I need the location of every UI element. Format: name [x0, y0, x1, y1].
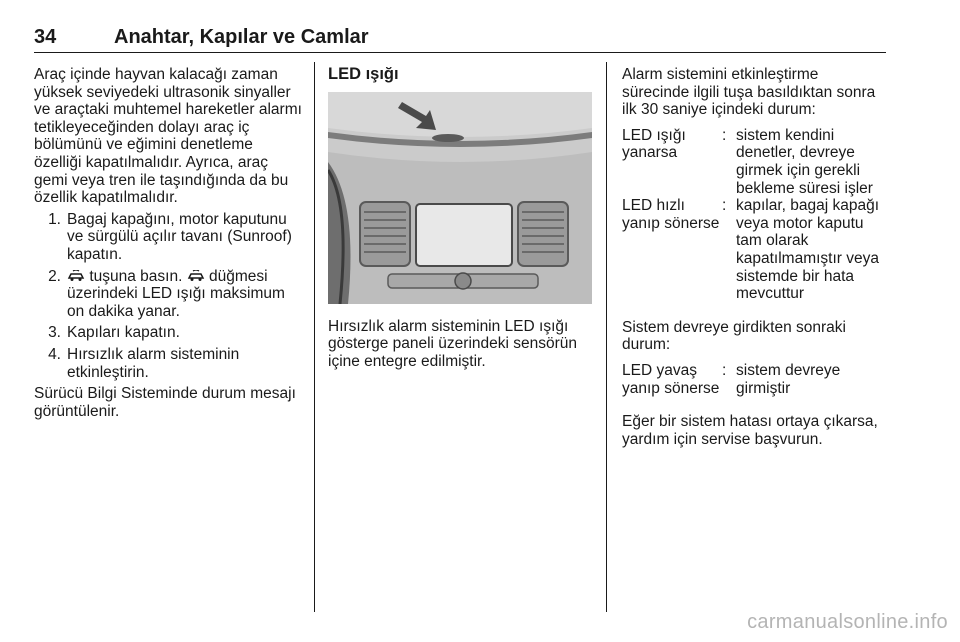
status-row: [622, 127, 888, 197]
status-value: sistem devreye girmiştir: [736, 361, 841, 397]
step-item: [34, 268, 302, 321]
column-left: [34, 66, 302, 420]
chapter-title: Anahtar, Kapılar ve Camlar: [114, 26, 369, 48]
status-key: LED hızlı yanıp sönerse: [622, 197, 720, 232]
status-separator: :: [722, 197, 727, 215]
status-intro: Alarm sistemini etkinleştirme sürecinde ilgili tuşa basıldıktan sonra ilk 30 saniye içindeki durum:: [622, 66, 876, 119]
step-text: [67, 268, 302, 321]
step-text: Kapıları kapatın.: [67, 324, 180, 342]
step-number: 2.: [48, 267, 61, 285]
dashboard-drawing: [328, 92, 592, 304]
step-text-part: düğmesi üzerindeki LED ışığı maksimum on dakika yanar.: [67, 267, 285, 320]
status-middle: Sistem devreye girdikten sonraki durum:: [622, 318, 846, 354]
status-row: [622, 197, 888, 303]
status-row: [622, 362, 888, 397]
step-item: [34, 346, 302, 381]
dashboard-led-illustration: [328, 92, 592, 304]
car-alarm-icon: [187, 270, 205, 282]
column-divider-left: [314, 62, 315, 612]
step-number: 1.: [48, 210, 61, 228]
status-closing: Eğer bir sistem hatası ortaya çıkarsa, yardım için servise başvurun.: [622, 413, 878, 448]
intro-paragraph: Araç içinde hayvan kalacağı zaman yüksek seviyedeki ultrasonik sinyaller ve araçtaki muhtemel hareketler alarmı tetikleyeceğinden dolayı araç iç bölümünü ve eğimini denetleme özelliği kapatılmalıdır. Ayrıca, araç gemi veya tren ile taşındığında da bu özellik kapatılmalıdır.: [34, 66, 302, 207]
page-number: 34: [34, 26, 57, 48]
status-value: sistem kendini denetler, devreye girmek için gerekli bekleme süresi işler: [736, 126, 873, 197]
steps-list: [34, 211, 302, 381]
step-number: 4.: [48, 345, 61, 363]
figure-caption: Hırsızlık alarm sisteminin LED ışığı gösterge paneli üzerindeki sensörün içine entegre edilmiştir.: [328, 317, 578, 370]
car-alarm-icon: [67, 270, 85, 282]
step-item: [34, 211, 302, 264]
status-separator: :: [722, 126, 727, 144]
section-title: LED ışığı: [328, 65, 399, 83]
step-text-part: tuşuna basın.: [89, 267, 183, 285]
column-divider-right: [606, 62, 607, 612]
status-key: LED ışığı yanarsa: [622, 126, 686, 162]
closing-paragraph: Sürücü Bilgi Sisteminde durum mesajı görüntülenir.: [34, 385, 296, 420]
status-value: kapılar, bagaj kapağı veya motor kaputu tam olarak kapatılmamıştır veya sistemde bir hata mevcuttur: [736, 197, 880, 303]
status-separator: :: [722, 361, 727, 379]
page-header: [34, 26, 886, 53]
column-middle: [328, 66, 592, 370]
column-right: [622, 66, 888, 448]
step-item: [34, 324, 302, 342]
watermark: carmanualsonline.info: [747, 611, 948, 633]
status-key: LED yavaş yanıp sönerse: [622, 361, 720, 397]
step-text: Hırsızlık alarm sisteminin etkinleştirin.: [67, 345, 240, 381]
step-text: Bagaj kapağını, motor kaputunu ve sürgülü açılır tavanı (Sunroof) kapatın.: [67, 210, 292, 263]
step-number: 3.: [48, 324, 61, 342]
